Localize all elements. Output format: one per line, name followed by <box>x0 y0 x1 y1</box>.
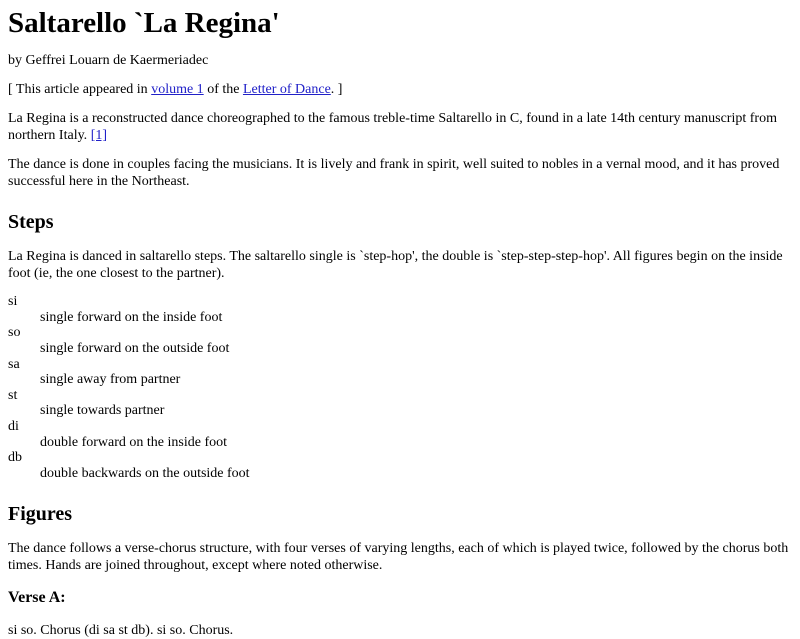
step-definition: double backwards on the outside foot <box>40 466 250 482</box>
volume-link[interactable]: volume 1 <box>151 82 204 97</box>
step-abbr: di <box>8 419 19 435</box>
step-definition: single towards partner <box>40 403 165 419</box>
step-abbr: st <box>8 387 18 403</box>
step-definition: single forward on the outside foot <box>40 340 230 356</box>
appeared-note <box>8 81 792 98</box>
steps-list <box>8 294 792 482</box>
verse-a-text: si so. Chorus (di sa st db). si so. Chorus. <box>8 622 234 638</box>
byline: by Geffrei Louarn de Kaermeriadec <box>8 53 209 68</box>
appeared-middle: of the <box>203 82 243 97</box>
step-abbr: so <box>8 325 21 341</box>
verse-a-heading: Verse A: <box>8 588 66 606</box>
step-abbr: db <box>8 450 22 466</box>
step-abbr: si <box>8 294 18 309</box>
figures-description: The dance follows a verse-chorus structure, with four verses of varying lengths, each of which is played twice, followed by the chorus both times. Hands are joined throughout, except where noted otherwise. <box>8 540 789 573</box>
page-title: Saltarello `La Regina' <box>8 7 280 39</box>
appeared-suffix: . ] <box>330 82 343 97</box>
intro-text: La Regina is a reconstructed dance choreographed to the famous treble-time Saltarello in C, found in a late 14th century manuscript from northern Italy. <box>8 111 777 143</box>
step-abbr: sa <box>8 356 20 372</box>
description-paragraph: The dance is done in couples facing the musicians. It is lively and frank in spirit, well suited to nobles in a vernal mood, and it has proved successful here in the Northeast. <box>8 157 780 189</box>
appeared-prefix: [ This article appeared in <box>8 82 152 97</box>
letter-of-dance-link[interactable]: Letter of Dance <box>242 82 331 97</box>
footnote-link[interactable]: [1] <box>90 128 108 143</box>
article <box>0 6 800 639</box>
step-definition: double forward on the inside foot <box>40 434 228 450</box>
step-definition: single forward on the inside foot <box>40 309 223 325</box>
intro-paragraph <box>8 110 792 144</box>
figures-heading: Figures <box>8 502 73 525</box>
steps-description: La Regina is danced in saltarello steps. The saltarello single is `step-hop', the double is `step-step-step-hop'. All figures begin on the inside foot (ie, the one closest to the partner). <box>8 249 783 281</box>
step-definition: single away from partner <box>40 372 181 388</box>
steps-heading: Steps <box>8 211 54 233</box>
